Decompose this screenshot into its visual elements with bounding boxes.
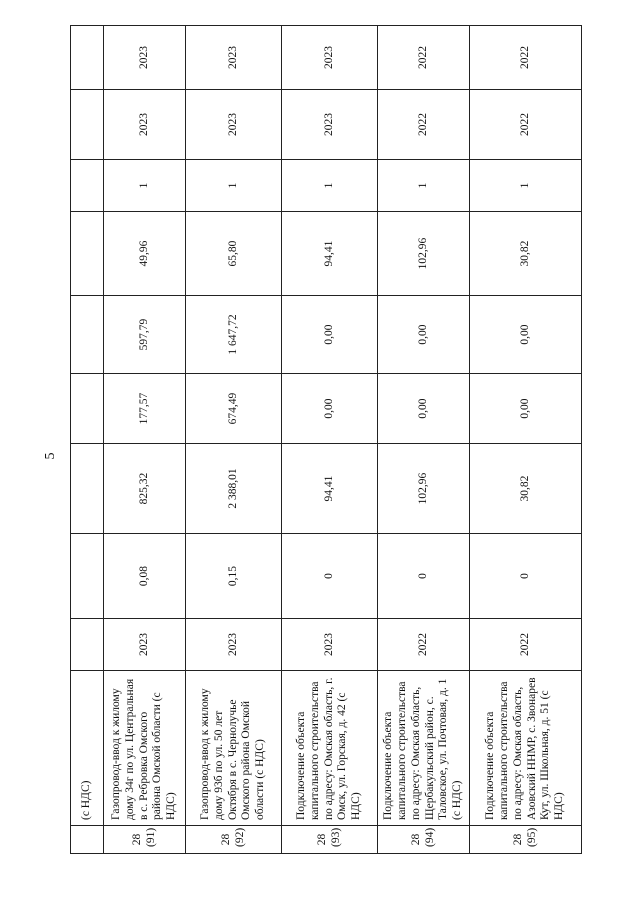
continuation-row bbox=[71, 26, 104, 854]
cell-description: Газопровод-ввод к жилому дому 93б по ул. 50 лет Октября в с. Чернолучье Омского района Омской области (с НДС) bbox=[186, 671, 282, 826]
cell-value4: 0,00 bbox=[470, 296, 582, 374]
cell-value5: 94,41 bbox=[282, 212, 378, 296]
cell-start: 2023 bbox=[282, 90, 378, 160]
table-cell bbox=[71, 444, 104, 534]
cell-year: 2023 bbox=[104, 619, 186, 671]
table-cell bbox=[71, 296, 104, 374]
cell-value5: 65,80 bbox=[186, 212, 282, 296]
table-cell bbox=[71, 534, 104, 619]
cell-start: 2023 bbox=[104, 90, 186, 160]
cell-value2: 30,82 bbox=[470, 444, 582, 534]
cell-start: 2022 bbox=[378, 90, 470, 160]
cell-description: Подключение объекта капитального строительства по адресу: Омская область, Щербакульский район, с. Таловское, ул. Почтовая, д. 1 (с НДС) bbox=[378, 671, 470, 826]
table-cell bbox=[71, 826, 104, 854]
cell-value3: 0,00 bbox=[470, 374, 582, 444]
cell-value2: 825,32 bbox=[104, 444, 186, 534]
table-row bbox=[470, 26, 582, 854]
cell-value2: 94,41 bbox=[282, 444, 378, 534]
cell-description: Подключение объекта капитального строительства по адресу: Омская область, г. Омск, ул. Горская, д. 42 (с НДС) bbox=[282, 671, 378, 826]
cell-count: 1 bbox=[104, 160, 186, 212]
cell-id: 28 (95) bbox=[470, 826, 582, 854]
cell-value1: 0 bbox=[282, 534, 378, 619]
data-table bbox=[70, 25, 582, 854]
cell-value5: 30,82 bbox=[470, 212, 582, 296]
cell-end: 2023 bbox=[104, 26, 186, 90]
table-cell bbox=[71, 90, 104, 160]
cell-value2: 102,96 bbox=[378, 444, 470, 534]
cell-value4: 0,00 bbox=[378, 296, 470, 374]
cell-value3: 674,49 bbox=[186, 374, 282, 444]
cell-value1: 0,15 bbox=[186, 534, 282, 619]
cell-description: Газопровод-ввод к жилому дому 34г по ул. Центральная в с. Ребровка Омского района Омской области (с НДС) bbox=[104, 671, 186, 826]
cell-id: 28 (92) bbox=[186, 826, 282, 854]
page-number: 5 bbox=[43, 452, 58, 460]
cell-id: 28 (91) bbox=[104, 826, 186, 854]
table-cell bbox=[71, 160, 104, 212]
table-row bbox=[378, 26, 470, 854]
cell-count: 1 bbox=[186, 160, 282, 212]
cell-year: 2022 bbox=[378, 619, 470, 671]
cell-start: 2022 bbox=[470, 90, 582, 160]
cell-value2: 2 388,01 bbox=[186, 444, 282, 534]
cell-value4: 597,79 bbox=[104, 296, 186, 374]
cell-year: 2023 bbox=[186, 619, 282, 671]
table-row bbox=[282, 26, 378, 854]
cell-year: 2023 bbox=[282, 619, 378, 671]
cell-end: 2022 bbox=[378, 26, 470, 90]
cell-value5: 102,96 bbox=[378, 212, 470, 296]
cell-count: 1 bbox=[470, 160, 582, 212]
table-cell bbox=[71, 212, 104, 296]
cell-description: Подключение объекта капитального строительства по адресу: Омская область, Азовский ННМР, с. Звонарев Кут, ул. Школьная, д. 51 (с НДС) bbox=[470, 671, 582, 826]
cell-year: 2022 bbox=[470, 619, 582, 671]
table-row bbox=[186, 26, 282, 854]
cell-value3: 177,57 bbox=[104, 374, 186, 444]
cell-id: 28 (93) bbox=[282, 826, 378, 854]
cell-end: 2023 bbox=[282, 26, 378, 90]
cell-value1: 0,08 bbox=[104, 534, 186, 619]
cell-value4: 0,00 bbox=[282, 296, 378, 374]
cell-value4: 1 647,72 bbox=[186, 296, 282, 374]
cell-value1: 0 bbox=[470, 534, 582, 619]
cell-id: 28 (94) bbox=[378, 826, 470, 854]
table-row bbox=[104, 26, 186, 854]
cell-start: 2023 bbox=[186, 90, 282, 160]
continuation-text: (с НДС) bbox=[71, 671, 104, 826]
cell-value3: 0,00 bbox=[282, 374, 378, 444]
cell-value1: 0 bbox=[378, 534, 470, 619]
cell-end: 2022 bbox=[470, 26, 582, 90]
table-cell bbox=[71, 619, 104, 671]
cell-count: 1 bbox=[282, 160, 378, 212]
table-cell bbox=[71, 374, 104, 444]
cell-count: 1 bbox=[378, 160, 470, 212]
cell-value5: 49,96 bbox=[104, 212, 186, 296]
cell-value3: 0,00 bbox=[378, 374, 470, 444]
cell-end: 2023 bbox=[186, 26, 282, 90]
table-cell bbox=[71, 26, 104, 90]
table-container bbox=[70, 26, 576, 854]
